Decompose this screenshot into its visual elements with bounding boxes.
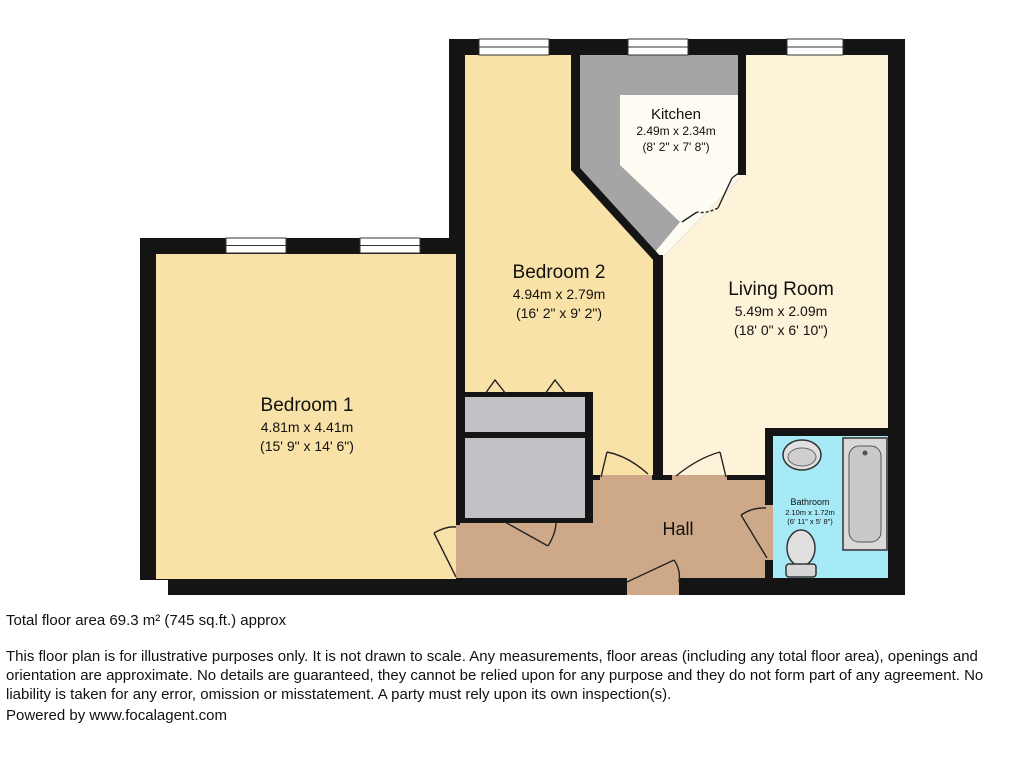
bedroom-1-door-opening bbox=[456, 525, 465, 578]
window-bedroom-2 bbox=[479, 39, 549, 55]
kitchen-label: Kitchen bbox=[650, 106, 702, 123]
bathroom-metric: 2.10m x 1.72m bbox=[785, 508, 835, 517]
wardrobe-lower bbox=[465, 438, 585, 518]
window-bedroom-1-right bbox=[360, 238, 420, 253]
wardrobe-wall-top bbox=[458, 392, 593, 397]
bedroom-1-label: Bedroom 1 bbox=[260, 395, 354, 416]
bedroom-1-imperial: (15' 9" x 14' 6") bbox=[260, 438, 354, 454]
toilet-bowl bbox=[787, 530, 815, 566]
bath-drain bbox=[863, 451, 868, 456]
entrance-door-opening bbox=[627, 578, 679, 595]
bathroom-wall-top bbox=[765, 428, 895, 436]
wardrobe-wall-bottom bbox=[458, 518, 488, 523]
bedroom-2-door-opening bbox=[600, 475, 652, 480]
living-room-metric: 5.49m x 2.09m bbox=[734, 303, 828, 319]
bedroom-2-metric: 4.94m x 2.79m bbox=[512, 286, 606, 302]
total-floor-area: Total floor area 69.3 m² (745 sq.ft.) approx bbox=[6, 612, 287, 629]
window-living-room bbox=[787, 39, 843, 55]
wardrobe-wall-right bbox=[585, 392, 593, 522]
living-room-imperial: (18' 0" x 6' 10") bbox=[734, 322, 828, 338]
disclaimer-text: This floor plan is for illustrative purposes only. It is not drawn to scale. Any measurements, floor areas (including any total floor area), openings and orientation are approximate. No details are guaranteed, they cannot be relied upon for any purpose and they do not form part of any agreement. No liability is taken for any error, omission or misstatement. A party must rely upon its own inspection(s). bbox=[6, 648, 984, 703]
bedroom-2-imperial: (16' 2" x 9' 2") bbox=[515, 305, 603, 321]
bedroom-2-right-wall bbox=[655, 255, 663, 477]
window-kitchen bbox=[628, 39, 688, 55]
toilet-cistern bbox=[786, 564, 816, 577]
bedroom-2-label: Bedroom 2 bbox=[512, 262, 606, 283]
hall-label: Hall bbox=[662, 519, 694, 539]
wardrobe-wall-mid bbox=[458, 432, 593, 438]
bathroom-imperial: (6' 11" x 5' 8") bbox=[787, 517, 833, 526]
living-room-door-opening bbox=[672, 475, 727, 480]
bathroom-door-opening bbox=[765, 505, 773, 560]
bathroom-label: Bathroom bbox=[790, 497, 830, 507]
bedroom-1-floor bbox=[156, 254, 456, 579]
kitchen-metric: 2.49m x 2.34m bbox=[636, 124, 716, 138]
wardrobe-wall-bottom-2 bbox=[560, 518, 593, 523]
bedroom-1-metric: 4.81m x 4.41m bbox=[260, 419, 354, 435]
window-bedroom-1-left bbox=[226, 238, 286, 253]
living-room-label: Living Room bbox=[728, 279, 834, 300]
powered-by-text: Powered by www.focalagent.com bbox=[6, 707, 227, 724]
wardrobe-upper bbox=[465, 396, 585, 432]
kitchen-imperial: (8' 2" x 7' 8") bbox=[642, 140, 710, 154]
bath-tub-inner bbox=[849, 446, 881, 542]
kitchen-corner-wall bbox=[738, 55, 746, 175]
sink-bowl bbox=[788, 448, 816, 466]
